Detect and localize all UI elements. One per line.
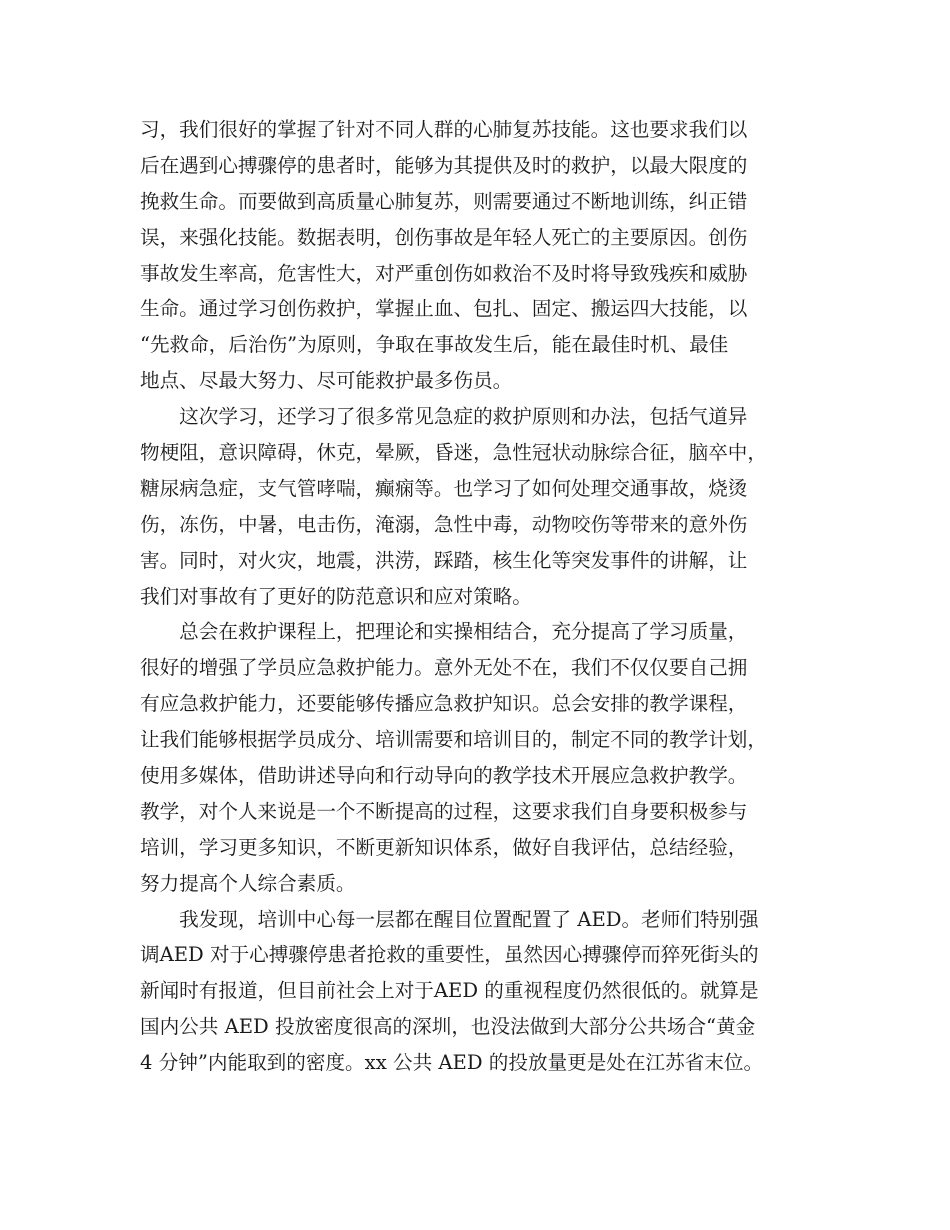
text-line: 调AED 对于心搏骤停患者抢救的重要性，虽然因心搏骤停而猝死街头的 bbox=[140, 943, 759, 967]
text-line: 教学，对个人来说是一个不断提高的过程，这要求我们自身要积极参与 bbox=[140, 799, 748, 823]
text-line: 4 分钟”内能取到的密度。xx 公共 AED 的投放量更是处在江苏省末位。 bbox=[140, 1051, 764, 1075]
text-line: 后在遇到心搏骤停的患者时，能够为其提供及时的救护，以最大限度的 bbox=[140, 153, 748, 177]
text-line: 让我们能够根据学员成分、培训需要和培训目的，制定不同的教学计划， bbox=[140, 728, 767, 752]
text-line: 有应急救护能力，还要能够传播应急救护知识。总会安排的教学课程， bbox=[140, 692, 748, 716]
text-line: 地点、尽最大努力、尽可能救护最多伤员。 bbox=[140, 369, 513, 393]
text-line: 挽救生命。而要做到高质量心肺复苏，则需要通过不断地训练，纠正错 bbox=[140, 189, 748, 213]
text-line: 我们对事故有了更好的防范意识和应对策略。 bbox=[140, 584, 532, 608]
text-line: 使用多媒体，借助讲述导向和行动导向的教学技术开展应急救护教学。 bbox=[140, 764, 748, 788]
text-line: 糖尿病急症，支气管哮喘，癫痫等。也学习了如何处理交通事故，烧烫 bbox=[140, 476, 748, 500]
text-line: 物梗阻，意识障碍，休克，晕厥，昏迷，急性冠状动脉综合征，脑卒中， bbox=[140, 441, 767, 465]
text-line: 误，来强化技能。数据表明，创伤事故是年轻人死亡的主要原因。创伤 bbox=[140, 225, 748, 249]
text-line: 伤，冻伤，中暑，电击伤，淹溺，急性中毒，动物咬伤等带来的意外伤 bbox=[140, 512, 748, 536]
text-line: 这次学习，还学习了很多常见急症的救护原则和办法，包括气道异 bbox=[140, 405, 748, 429]
text-line: “先救命，后治伤”为原则，争取在事故发生后，能在最佳时机、最佳 bbox=[140, 333, 729, 357]
text-line: 害。同时，对火灾，地震，洪涝，踩踏，核生化等突发事件的讲解，让 bbox=[140, 548, 748, 572]
text-line: 习，我们很好的掌握了针对不同人群的心肺复苏技能。这也要求我们以 bbox=[140, 118, 748, 141]
text-line: 很好的增强了学员应急救护能力。意外无处不在，我们不仅仅要自己拥 bbox=[140, 656, 748, 680]
text-line: 事故发生率高，危害性大，对严重创伤如救治不及时将导致残疾和威胁 bbox=[140, 261, 748, 285]
text-line: 总会在救护课程上，把理论和实操相结合，充分提高了学习质量， bbox=[140, 620, 748, 644]
text-line: 我发现，培训中心每一层都在醒目位置配置了 AED。老师们特别强 bbox=[140, 907, 759, 931]
text-line: 新闻时有报道，但目前社会上对于AED 的重视程度仍然很低的。就算是 bbox=[140, 979, 759, 1003]
text-line: 生命。通过学习创伤救护，掌握止血、包扎、固定、搬运四大技能，以 bbox=[140, 297, 748, 321]
text-line: 培训，学习更多知识，不断更新知识体系，做好自我评估，总结经验， bbox=[140, 835, 748, 859]
body-text bbox=[140, 112, 830, 1081]
text-line: 努力提高个人综合素质。 bbox=[140, 871, 356, 895]
text-line: 国内公共 AED 投放密度很高的深圳，也没法做到大部分公共场合“黄金 bbox=[140, 1015, 756, 1039]
